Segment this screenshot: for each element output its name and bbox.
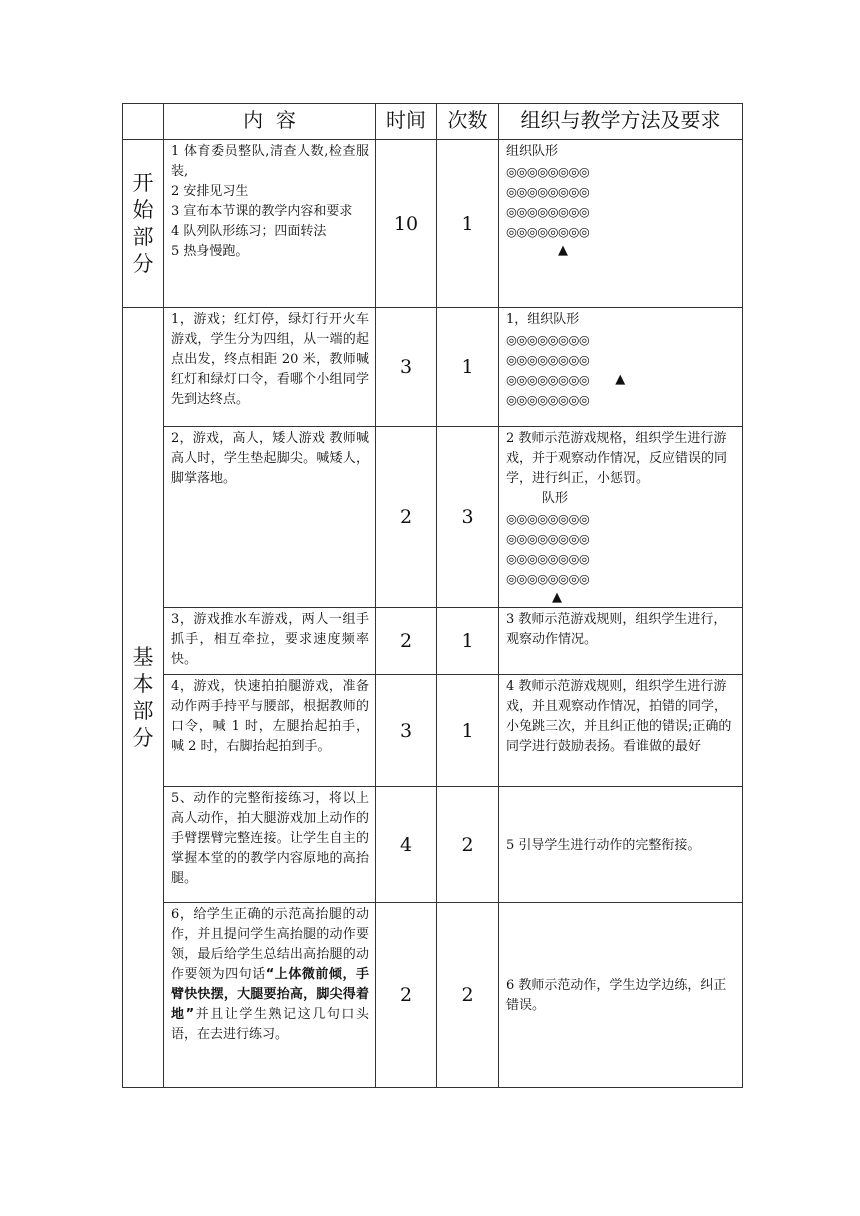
header-content: 内 容 (164, 104, 376, 140)
key-points-bold: “上体微前倾，手臂快快摆，大腿要抬高，脚尖得着地” (171, 967, 369, 1022)
time-cell: 3 (376, 308, 437, 427)
lesson-plan-table (122, 103, 743, 1088)
method-title: 组织队形 (506, 144, 559, 159)
content-line: 2 安排见习生 (171, 184, 249, 199)
header-method: 组织与教学方法及要求 (499, 104, 743, 140)
method-cell: 5 引导学生进行动作的完整衔接。 (499, 787, 743, 903)
count-cell: 1 (437, 140, 499, 308)
section-basic (123, 308, 164, 1088)
table-row (123, 787, 743, 903)
section-label: 基本部分 (132, 644, 154, 750)
count-cell: 2 (437, 903, 499, 1088)
table-row (123, 903, 743, 1088)
method-cell (499, 140, 743, 308)
count-cell: 1 (437, 608, 499, 675)
method-text: 2 教师示范游戏规格，组织学生进行游戏，并于观察动作情况，反应错误的同学，进行纠正，小惩罚。 (506, 431, 728, 486)
method-cell: 6 教师示范动作，学生边学边练，纠正错误。 (499, 903, 743, 1088)
content-cell: 1，游戏；红灯停，绿灯行开火车游戏，学生分为四组，从一端的起点出发，终点相距 20 米，教师喊红灯和绿灯口令，看哪个小组同学先到达终点。 (164, 308, 376, 427)
formation-row: ◎◎◎◎◎◎◎◎ (506, 332, 590, 347)
count-cell: 3 (437, 427, 499, 608)
formation-row: ◎◎◎◎◎◎◎◎ (506, 392, 590, 407)
method-cell: 3 教师示范游戏规则，组织学生进行，观察动作情况。 (499, 608, 743, 675)
formation-row-with-teacher (506, 370, 736, 390)
formation-row: ◎◎◎◎◎◎◎◎ (506, 372, 590, 387)
header-count: 次数 (437, 104, 499, 140)
content-line: 5 热身慢跑。 (171, 244, 249, 259)
header-row (123, 104, 743, 140)
formation-row: ◎◎◎◎◎◎◎◎ (506, 551, 590, 566)
content-line: 4 队列队形练习；四面转法 (171, 224, 327, 239)
method-title: 1，组织队形 (506, 312, 580, 327)
method-cell: 4 教师示范游戏规则，组织学生进行游戏，并且观察动作情况，拍错的同学，小兔跳三次，并且纠正他的错误;正确的同学进行鼓励表扬。看谁做的最好 (499, 675, 743, 787)
table-row (123, 140, 743, 308)
table-row (123, 427, 743, 608)
section-label: 开始部分 (132, 170, 154, 276)
method-title: 队形 (542, 491, 569, 506)
formation-row: ◎◎◎◎◎◎◎◎ (506, 164, 590, 179)
time-cell: 4 (376, 787, 437, 903)
formation-row: ◎◎◎◎◎◎◎◎ (506, 224, 590, 239)
time-cell: 2 (376, 608, 437, 675)
section-start (123, 140, 164, 308)
teacher-triangle-icon: ▲ (558, 243, 568, 258)
table-row (123, 608, 743, 675)
content-line: 3 宣布本节课的教学内容和要求 (171, 204, 353, 219)
time-cell: 3 (376, 675, 437, 787)
content-text: 6，给学生正确的示范高抬腿的动作，并且提问学生高抬腿的动作要领，最后给学生总结出高抬腿的动作要领为四句话 (171, 907, 369, 982)
content-cell: 3，游戏推水车游戏，两人一组手抓手，相互牵拉，要求速度频率快。 (164, 608, 376, 675)
count-cell: 1 (437, 308, 499, 427)
content-cell (164, 903, 376, 1088)
formation-row: ◎◎◎◎◎◎◎◎ (506, 352, 590, 367)
header-blank (123, 104, 164, 140)
teacher-triangle-icon: ▲ (552, 590, 562, 605)
content-text: 并且让学生熟记这几句口头语，在去进行练习。 (171, 1007, 369, 1042)
content-line: 1 体育委员整队,清查人数,检查服装, (171, 144, 369, 179)
formation-row: ◎◎◎◎◎◎◎◎ (506, 511, 590, 526)
formation-row: ◎◎◎◎◎◎◎◎ (506, 204, 590, 219)
method-cell (499, 427, 743, 608)
content-cell: 2，游戏，高人，矮人游戏 教师喊高人时，学生垫起脚尖。喊矮人，脚掌落地。 (164, 427, 376, 608)
method-cell (499, 308, 743, 427)
content-cell: 5、动作的完整衔接练习，将以上高人动作，拍大腿游戏加上动作的手臂摆臂完整连接。让学生自主的掌握本堂的的教学内容原地的高抬腿。 (164, 787, 376, 903)
header-time: 时间 (376, 104, 437, 140)
content-cell: 4，游戏，快速拍拍腿游戏，准备动作两手持平与腰部，根据教师的口令，喊 1 时，左腿抬起拍手，喊 2 时，右脚抬起拍到手。 (164, 675, 376, 787)
time-cell: 10 (376, 140, 437, 308)
teacher-triangle-icon: ▲ (615, 372, 626, 387)
formation-row: ◎◎◎◎◎◎◎◎ (506, 531, 590, 546)
count-cell: 1 (437, 675, 499, 787)
formation-row: ◎◎◎◎◎◎◎◎ (506, 184, 590, 199)
content-cell (164, 140, 376, 308)
table-row (123, 675, 743, 787)
formation-row: ◎◎◎◎◎◎◎◎ (506, 571, 590, 586)
count-cell: 2 (437, 787, 499, 903)
table-row (123, 308, 743, 427)
time-cell: 2 (376, 903, 437, 1088)
time-cell: 2 (376, 427, 437, 608)
